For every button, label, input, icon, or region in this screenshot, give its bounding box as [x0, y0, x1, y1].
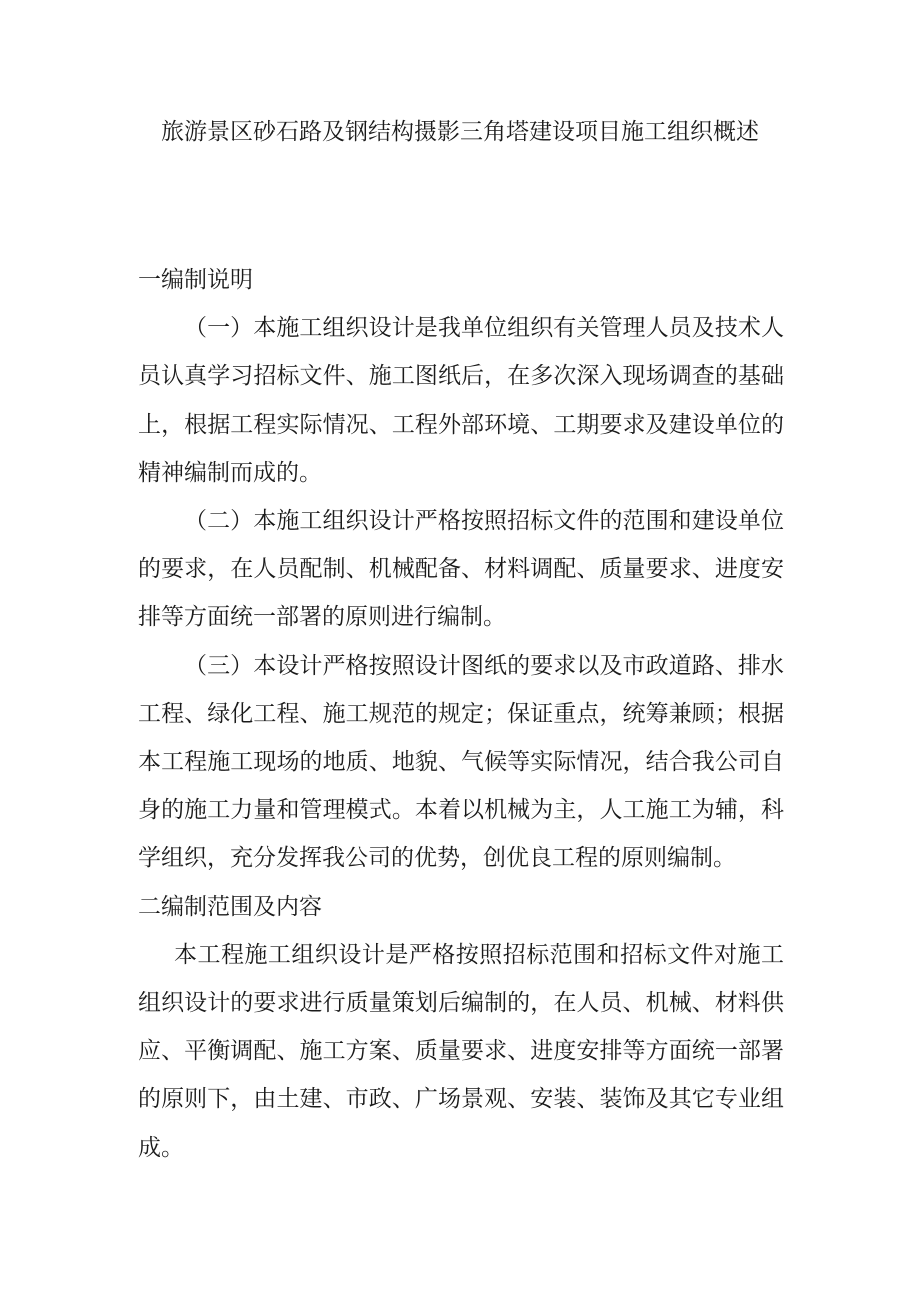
paragraph-4: 本工程施工组织设计是严格按照招标范围和招标文件对施工组织设计的要求进行质量策划后编制的，在人员、机械、材料供应、平衡调配、施工方案、质量要求、进度安排等方面统一部署的原则下，由土建、市政、广场景观、安装、装饰及其它专业组成。 — [138, 941, 784, 1161]
document-title: 旅游景区砂石路及钢结构摄影三角塔建设项目施工组织概述 — [161, 119, 759, 145]
paragraph-2: （二）本施工组织设计严格按照招标文件的范围和建设单位的要求，在人员配制、机械配备、材料调配、质量要求、进度安排等方面统一部署的原则进行编制。 — [138, 508, 784, 631]
section-heading-compilation-notes: 一编制说明 — [138, 267, 253, 293]
paragraph-1: （一）本施工组织设计是我单位组织有关管理人员及技术人员认真学习招标文件、施工图纸后，在多次深入现场调查的基础上，根据工程实际情况、工程外部环境、工期要求及建设单位的精神编制而成的。 — [138, 315, 784, 486]
section-heading-scope-and-content: 二编制范围及内容 — [138, 893, 322, 920]
document-body — [138, 256, 784, 1172]
paragraph-3: （三）本设计严格按照设计图纸的要求以及市政道路、排水工程、绿化工程、施工规范的规定；保证重点，统筹兼顾；根据本工程施工现场的地质、地貌、气候等实际情况，结合我公司自身的施工力量和管理模式。本着以机械为主，人工施工为辅，科学组织，充分发挥我公司的优势，创优良工程的原则编制。 — [138, 652, 784, 872]
